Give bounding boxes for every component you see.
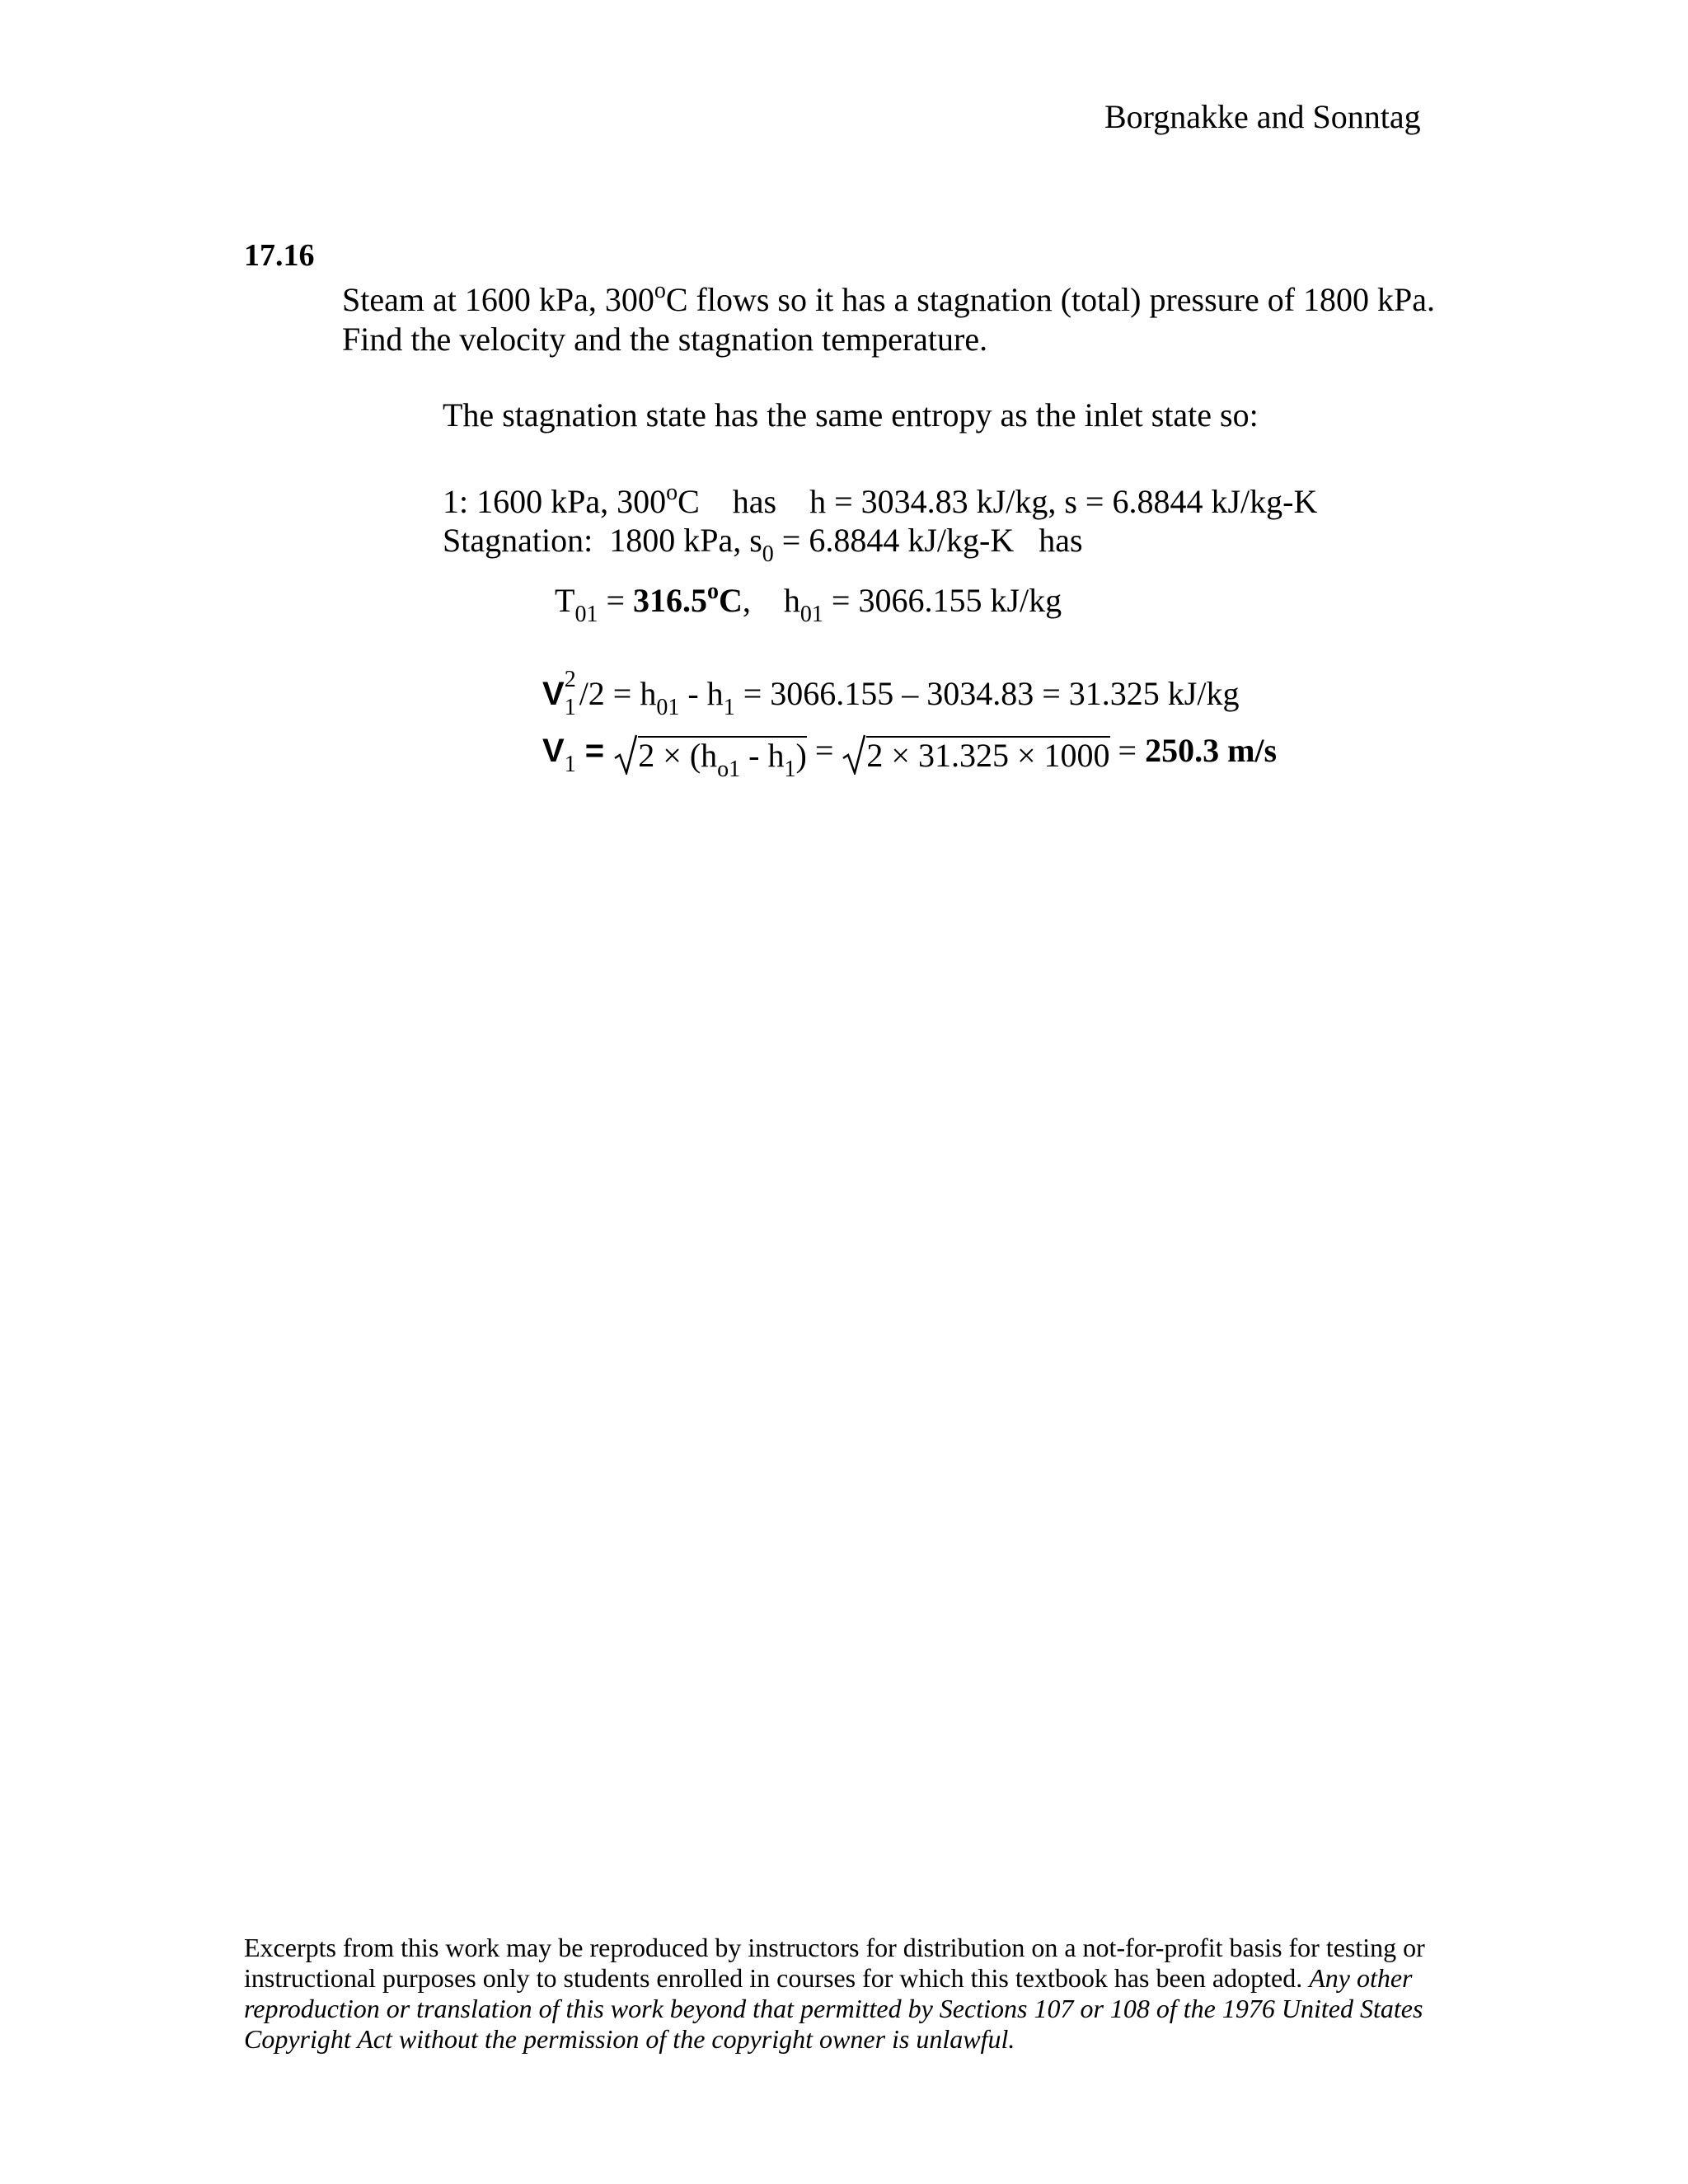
sqrt-1	[613, 733, 807, 782]
v1-symbol: V	[542, 733, 565, 769]
statement-part-a: Steam at 1600 kPa, 300	[342, 281, 654, 318]
radicand-1-sub2: 1	[784, 756, 796, 782]
state-1-line	[443, 482, 1317, 521]
v1-subscript: 1	[564, 752, 576, 777]
velocity-line	[542, 731, 1278, 782]
v-scripts	[564, 667, 579, 720]
radicand-1-a: 2 × (h	[638, 736, 718, 774]
sqrt-sign-icon	[842, 733, 866, 775]
t-degree-superscript: o	[707, 579, 719, 604]
footer-italic-text: Any other reproduction or translation of this work beyond that permitted by Sections 107 or 108 of the 1976 United States Copyright Act without the permission of the copyright owner is unlawful.	[244, 1963, 1423, 2054]
stagnation-part-b: = 6.8844 kJ/kg-K has	[773, 522, 1083, 559]
ke-part-a: /2 = h	[579, 675, 657, 712]
sqrt-1-radicand	[638, 736, 807, 782]
t-unit: C	[719, 582, 743, 619]
state1-part-a: 1: 1600 kPa, 300	[443, 483, 667, 520]
stagnation-line	[443, 521, 1083, 567]
degree-superscript: o	[654, 278, 666, 303]
sqrt-2	[842, 733, 1109, 775]
h01-subscript: 01	[799, 602, 823, 627]
h01-subscript-2: 01	[656, 695, 680, 720]
t-equals: =	[598, 582, 633, 619]
t-subscript: 01	[574, 602, 598, 627]
state1-degree-superscript: o	[666, 480, 678, 505]
v-1-subscript: 1	[564, 695, 576, 720]
velocity-end-equals: =	[1109, 732, 1146, 769]
v1-equals: =	[575, 733, 614, 769]
problem-statement	[342, 280, 1438, 359]
state1-part-b: C has h = 3034.83 kJ/kg, s = 6.8844 kJ/kg-K	[678, 483, 1318, 520]
h01-value: = 3066.155 kJ/kg	[823, 582, 1062, 619]
statement-part-b: C flows so it has a stagnation (total) pressure of 1800 kPa. Find the velocity and the stagnation temperature.	[342, 281, 1436, 358]
sqrt-sign-icon	[613, 733, 638, 775]
v-symbol: V	[542, 676, 565, 712]
entropy-subscript: 0	[762, 541, 774, 567]
footer-normal-text: Excerpts from this work may be reproduced by instructors for distribution on a not-for-profit basis for testing or instructional purposes only to students enrolled in courses for which this textbook has been adopted.	[244, 1933, 1425, 1993]
t-symbol: T	[555, 582, 575, 619]
header-author: Borgnakke and Sonntag	[1104, 98, 1421, 135]
stagnation-temperature-line	[555, 579, 1062, 627]
stagnation-part-a: Stagnation: 1800 kPa, s	[443, 522, 762, 559]
sqrt-2-radicand: 2 × 31.325 × 1000	[866, 736, 1110, 774]
v-squared-superscript: 2	[564, 667, 576, 692]
t-comma-h: , h	[742, 582, 800, 619]
velocity-result: 250.3 m/s	[1145, 732, 1278, 769]
ke-part-b: - h	[679, 675, 724, 712]
copyright-footer	[244, 1933, 1431, 2055]
radicand-1-sub: o1	[717, 756, 741, 782]
h1-subscript: 1	[723, 695, 735, 720]
radicand-1-c: )	[795, 736, 807, 774]
problem-number: 17.16	[244, 238, 315, 273]
radicand-1-b: - h	[740, 736, 785, 774]
stagnation-temperature-result	[633, 579, 743, 619]
velocity-mid-equals: =	[806, 732, 842, 769]
t-value: 316.5	[633, 582, 707, 619]
ke-part-c: = 3066.155 – 3034.83 = 31.325 kJ/kg	[734, 675, 1240, 712]
kinetic-energy-line	[542, 667, 1240, 720]
solution-intro: The stagnation state has the same entropy as the inlet state so:	[443, 396, 1259, 434]
